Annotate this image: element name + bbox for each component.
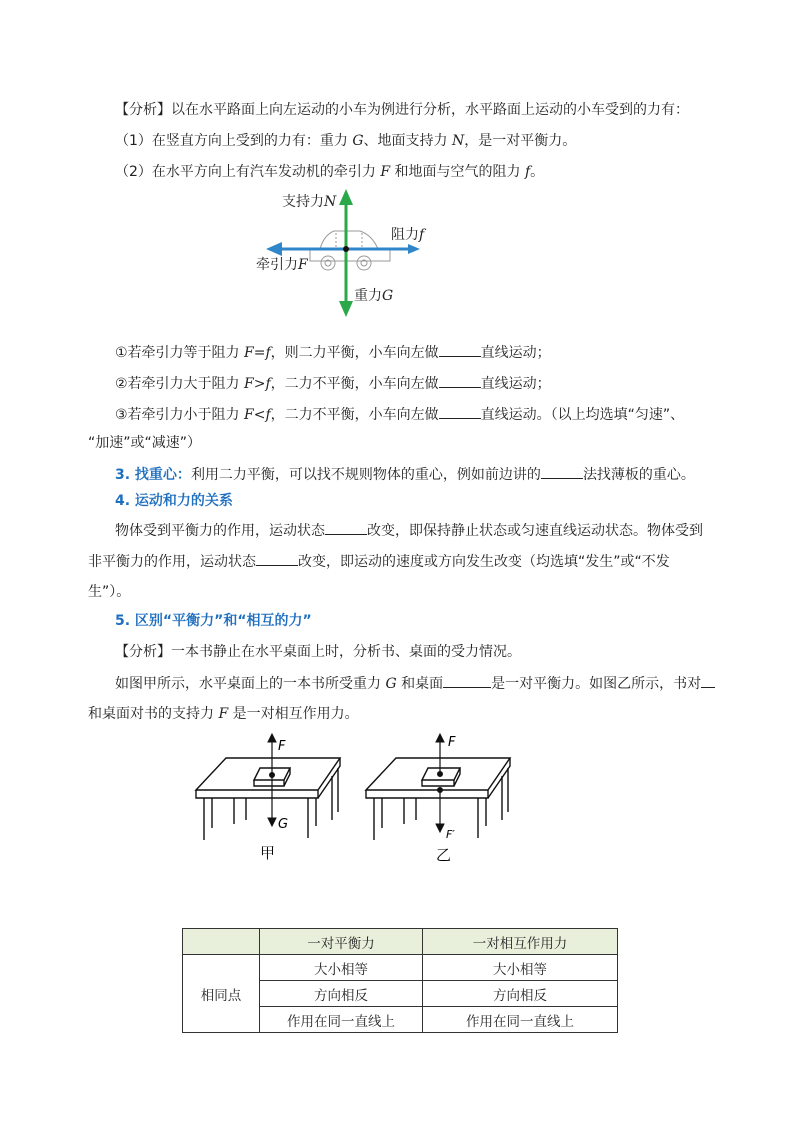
text: 和桌面对书的支持力: [88, 706, 219, 722]
force-G-label: G: [278, 817, 289, 832]
text: 法找薄板的重心。: [582, 467, 695, 483]
equation: F=f: [244, 345, 271, 361]
support-symbol: N: [324, 194, 337, 210]
text: （1）在竖直方向上受到的力有：重力: [115, 133, 353, 149]
text: （2）在水平方向上有汽车发动机的牵引力: [115, 164, 381, 180]
text: ，是一对平衡力。: [464, 133, 577, 149]
symbol-N: N: [452, 133, 465, 149]
caption-yi: 乙: [436, 846, 452, 864]
traction-symbol: F: [298, 257, 308, 273]
question-3: [115, 404, 684, 425]
table-cell: 方向相反: [423, 981, 618, 1007]
svg-text:阻力f: [391, 226, 427, 243]
text: ③若牵引力小于阻力: [115, 407, 245, 423]
text: 直线运动。（以上均选填“匀速”、: [480, 407, 685, 423]
text: ①若牵引力等于阻力: [115, 345, 245, 361]
table-cell: 大小相等: [260, 955, 423, 981]
gravity-label: 重力: [354, 288, 382, 304]
text: 和桌面: [396, 676, 444, 692]
gravity-symbol: G: [382, 288, 394, 304]
text: 利用二力平衡，可以找不规则物体的重心，例如前边讲的: [190, 467, 541, 483]
text: 直线运动；: [480, 345, 551, 361]
symbol-f: f: [524, 164, 531, 180]
table-cell: 作用在同一直线上: [260, 1007, 423, 1033]
table-header-row: [183, 929, 618, 955]
equation: F<f: [244, 407, 271, 423]
resistance-label: 阻力: [391, 227, 419, 243]
answer-blank[interactable]: [541, 464, 583, 479]
force-Fprime-label: F′: [446, 828, 455, 841]
gravity-arrowhead: [339, 301, 353, 317]
vertical-forces-line: [115, 131, 576, 151]
book-table-figures: [190, 728, 530, 868]
analysis-text: 一本书静止在水平桌面上时，分析书、桌面的受力情况。: [171, 644, 521, 660]
svg-text:牵引力F: [256, 256, 309, 273]
horizontal-forces-line: [115, 162, 544, 182]
traction-label: 牵引力: [256, 257, 298, 273]
symbol-G: G: [352, 133, 364, 149]
table-header: 一对相互作用力: [423, 929, 618, 955]
text: 。: [530, 164, 545, 180]
question-1: [115, 342, 551, 363]
table-cell: 方向相反: [260, 981, 423, 1007]
section-4-para-3: 生”）。: [88, 584, 131, 600]
table-row: [183, 955, 618, 981]
analysis-2: [115, 642, 521, 662]
answer-blank[interactable]: [256, 551, 298, 566]
answer-blank[interactable]: [701, 673, 715, 688]
text: 物体受到平衡力的作用，运动状态: [115, 523, 325, 539]
section-5-title: 5. 区别“平衡力”和“相互的力”: [115, 613, 312, 629]
support-arrowhead: [339, 189, 353, 205]
symbol-F: F: [380, 164, 391, 180]
analysis-bracket: 【分析】: [115, 102, 171, 118]
text: 非平衡力的作用，运动状态: [88, 554, 256, 570]
analysis-line: [115, 100, 689, 120]
caption-jia: 甲: [260, 844, 276, 862]
center-point: [343, 246, 349, 252]
question-2: [115, 373, 551, 394]
text: 、地面支持力: [363, 133, 452, 149]
support-label: 支持力: [282, 194, 324, 210]
svg-text:支持力N: [282, 193, 337, 210]
answer-blank[interactable]: [439, 373, 481, 388]
row-label: 相同点: [183, 955, 260, 1033]
section-3-title: 3. 找重心：: [115, 467, 191, 483]
force-F-label-yi: F: [448, 735, 456, 750]
car-outline: [310, 231, 390, 261]
resistance-arrowhead: [408, 244, 420, 254]
text: ，二力不平衡，小车向左做: [270, 376, 439, 392]
text: 是一对平衡力。如图乙所示，书对: [491, 676, 702, 692]
force-F-label: F: [278, 739, 286, 754]
question-3-cont: [88, 433, 201, 453]
text: 和地面与空气的阻力: [390, 164, 525, 180]
table-header: [183, 929, 260, 955]
text: ②若牵引力大于阻力: [115, 376, 245, 392]
answer-blank[interactable]: [443, 673, 491, 688]
table-header: 一对平衡力: [260, 929, 423, 955]
text: ，则二力平衡，小车向左做: [270, 345, 439, 361]
section-4-para-2: [88, 551, 670, 572]
text: 如图甲所示，水平桌面上的一本书所受重力: [115, 676, 386, 692]
answer-blank[interactable]: [325, 520, 367, 535]
text: 直线运动；: [480, 376, 551, 392]
para-5a: [115, 673, 715, 694]
text: 改变，即运动的速度或方向发生改变（均选填“发生”或“不发: [298, 554, 670, 570]
svg-text:重力G: [354, 287, 393, 304]
section-3: [115, 464, 695, 485]
answer-blank[interactable]: [439, 404, 481, 419]
car-force-diagram: [250, 185, 440, 320]
text: “加速”或“减速”）: [88, 435, 202, 451]
analysis-text: 以在水平路面上向左运动的小车为例进行分析，水平路面上运动的小车受到的力有：: [171, 102, 689, 118]
section-4-para-1: [115, 520, 703, 541]
para-5b: [88, 704, 359, 724]
resistance-symbol: f: [419, 227, 425, 243]
symbol-F: F: [218, 706, 229, 722]
analysis-bracket: 【分析】: [115, 644, 171, 660]
table-cell: 作用在同一直线上: [423, 1007, 618, 1033]
text: ，二力不平衡，小车向左做: [270, 407, 439, 423]
comparison-table: [182, 928, 618, 1033]
table-cell: 大小相等: [423, 955, 618, 981]
text: 改变，即保持静止状态或匀速直线运动状态。物体受到: [367, 523, 703, 539]
table-figure-jia: [196, 758, 340, 840]
equation: F>f: [244, 376, 271, 392]
answer-blank[interactable]: [439, 342, 481, 357]
section-4-title: 4. 运动和力的关系: [115, 493, 233, 509]
symbol-G: G: [385, 676, 397, 692]
text: 是一对相互作用力。: [228, 706, 359, 722]
traction-arrowhead: [266, 242, 282, 256]
